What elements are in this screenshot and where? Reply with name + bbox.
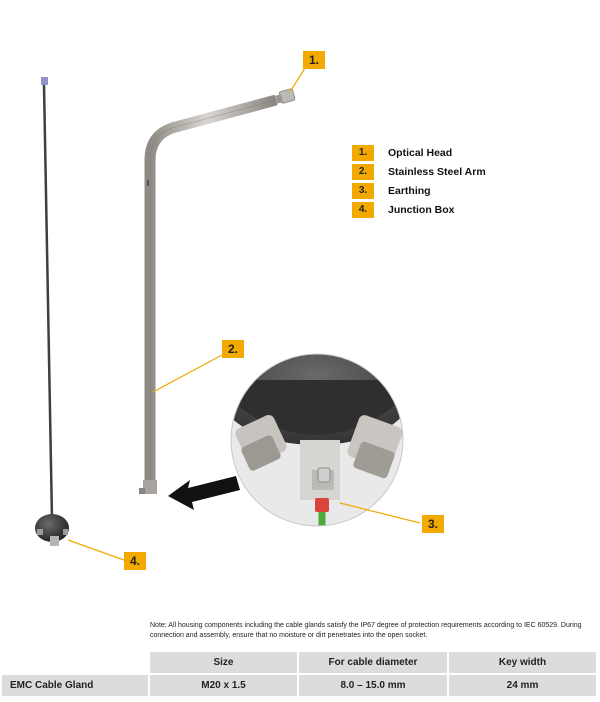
cable-tip — [41, 77, 48, 85]
callout-badge-3: 3. — [422, 515, 444, 533]
table-corner-cell — [2, 652, 148, 673]
table-header-size: Size — [150, 652, 297, 673]
callout-badge-1: 1. — [303, 51, 325, 69]
legend-label: Stainless Steel Arm — [388, 166, 486, 178]
legend-label: Earthing — [388, 185, 431, 197]
table-cell-cable-diameter: 8.0 – 15.0 mm — [299, 675, 447, 696]
table-header-row — [2, 652, 596, 673]
protection-note: Note: All housing components including the cable glands satisfy the IP67 degree of protection requirements according to IEC 60529. During connection and assembly, ensure that no moisture or dirt penetrates into the open socket. — [150, 622, 582, 639]
cable-gland-spec-table — [0, 650, 598, 698]
earthing-detail-zoom — [220, 345, 420, 560]
legend-badge: 3. — [352, 183, 374, 199]
optical-head — [275, 88, 295, 103]
legend-badge: 1. — [352, 145, 374, 161]
table-cell-key-width: 24 mm — [449, 675, 596, 696]
junction-box — [35, 514, 69, 546]
table-header-key-width: Key width — [449, 652, 596, 673]
legend-badge: 2. — [352, 164, 374, 180]
callout-badge-2: 2. — [222, 340, 244, 358]
table-row-label: EMC Cable Gland — [2, 675, 148, 696]
cable-rod — [41, 77, 52, 520]
legend-label: Junction Box — [388, 204, 455, 216]
pointer-arrow — [168, 476, 240, 510]
legend-label: Optical Head — [388, 147, 453, 159]
table-row — [2, 675, 596, 696]
red-ferrule — [315, 498, 329, 512]
table-cell-size: M20 x 1.5 — [150, 675, 297, 696]
legend-badge: 4. — [352, 202, 374, 218]
table-header-cable-diameter: For cable diameter — [299, 652, 447, 673]
callout-badge-4: 4. — [124, 552, 146, 570]
